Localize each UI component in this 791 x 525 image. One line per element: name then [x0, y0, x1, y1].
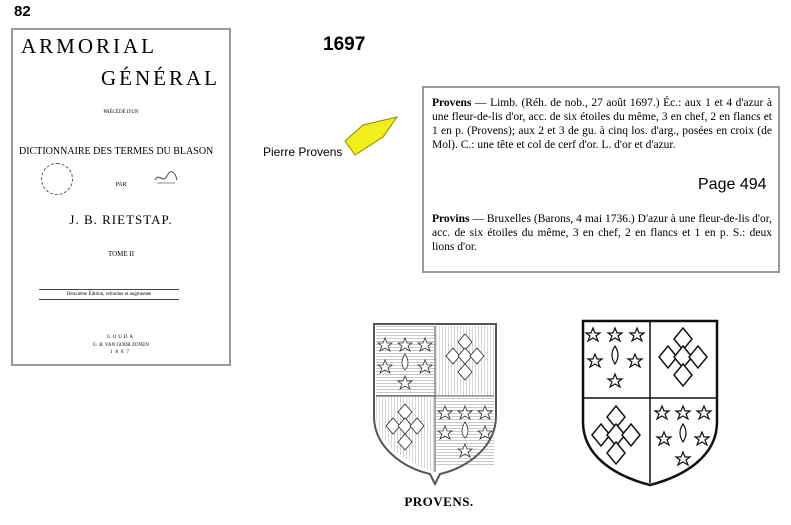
entry-provins: [432, 212, 772, 254]
cover-preceded: PRÉCÉDÉ D'UN: [103, 110, 139, 115]
cover-dictionary: DICTIONNAIRE DES TERMES DU BLASON: [19, 146, 214, 157]
cover-tome: TOME II: [107, 250, 135, 258]
pointer-arrow-icon: [343, 113, 399, 159]
book-cover-image: [11, 28, 231, 366]
library-stamp-icon: [41, 163, 73, 195]
entry-provens: [432, 96, 772, 152]
entry-provins-name: Provins: [432, 213, 470, 225]
cover-par: PAR: [115, 182, 127, 188]
year-heading: 1697: [323, 34, 366, 55]
cover-author: J. B. RIETSTAP.: [69, 212, 173, 227]
coat-of-arms-woodcut-icon: [579, 318, 721, 488]
cover-city: GOUDA: [106, 335, 136, 340]
coat-of-arms-engraved-icon: [370, 320, 500, 486]
armorial-excerpt: [422, 86, 780, 273]
arrow-label: Pierre Provens: [263, 145, 343, 159]
cover-pub-year: 1887: [110, 350, 132, 355]
cover-publisher: G. B. VAN GOOR ZONEN: [93, 343, 149, 348]
page-number: 82: [14, 3, 31, 20]
page-reference: Page 494: [698, 176, 767, 193]
entry-provens-name: Provens: [432, 97, 472, 109]
cover-title-line1: ARMORIAL: [21, 34, 158, 58]
cover-edition: Deuxième Édition, refondue et augmentée: [39, 289, 179, 300]
entry-provens-text: — Limb. (Réh. de nob., 27 août 1697.) Éc.: aux 1 et 4 d'azur à une fleur-de-lis d'or, acc. de six étoiles du même, 3 en chef, 2 en flancs et 1 en p. (Provens); aux 2 et 3 de gu. à cinq los. d'arg., posées en croix (de Mol). C.: une tête et col de cerf d'or. L. d'or et d'azur.: [432, 97, 772, 151]
entry-provins-text: — Bruxelles (Barons, 4 mai 1736.) D'azur à une fleur-de-lis d'or, acc. de six étoiles du même, 3 en chef, 2 en flancs et 1 en p. S.: deux lions d'or.: [432, 213, 772, 253]
cover-title-line2: GÉNÉRAL: [101, 66, 220, 90]
shield-caption: PROVENS.: [404, 494, 474, 509]
